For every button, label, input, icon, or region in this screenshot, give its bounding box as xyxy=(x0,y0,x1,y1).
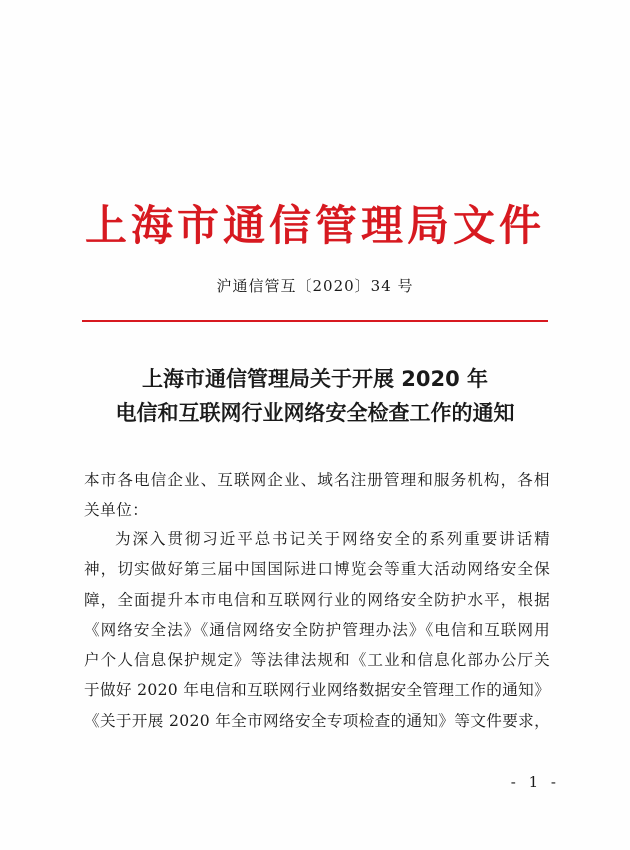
body-line: 神，切实做好第三届中国国际进口博览会等重大活动网络安全保 xyxy=(84,560,550,579)
body-paragraph xyxy=(84,524,550,736)
addressee-line-2: 关单位： xyxy=(84,501,149,519)
body-line: 《网络安全法》《通信网络安全防护管理办法》《电信和互联网用 xyxy=(84,620,550,639)
body-line: 于做好 2020 年电信和互联网行业网络数据安全管理工作的通知》 xyxy=(84,681,550,700)
body-line: 户个人信息保护规定》等法律法规和《工业和信息化部办公厅关 xyxy=(84,651,550,670)
body-line: 障，全面提升本市电信和互联网行业的网络安全防护水平，根据 xyxy=(84,590,550,609)
notice-title-line-2: 电信和互联网行业网络安全检查工作的通知 xyxy=(115,401,515,425)
addressee-block xyxy=(84,465,550,525)
notice-title xyxy=(0,362,630,430)
addressee-line-1: 本市各电信企业、互联网企业、域名注册管理和服务机构，各相 xyxy=(84,471,550,489)
page-number: - 1 - xyxy=(510,773,560,791)
body-line: 《关于开展 2020 年全市网络安全专项检查的通知》等文件要求， xyxy=(84,711,550,730)
red-divider-line xyxy=(82,320,548,322)
document-header-title: 上海市通信管理局文件 xyxy=(84,201,545,250)
body-line: 为深入贯彻习近平总书记关于网络安全的系列重要讲话精 xyxy=(115,530,550,548)
notice-title-line-1: 上海市通信管理局关于开展 2020 年 xyxy=(141,367,489,391)
document-number: 沪通信管互〔2020〕34 号 xyxy=(216,277,414,295)
